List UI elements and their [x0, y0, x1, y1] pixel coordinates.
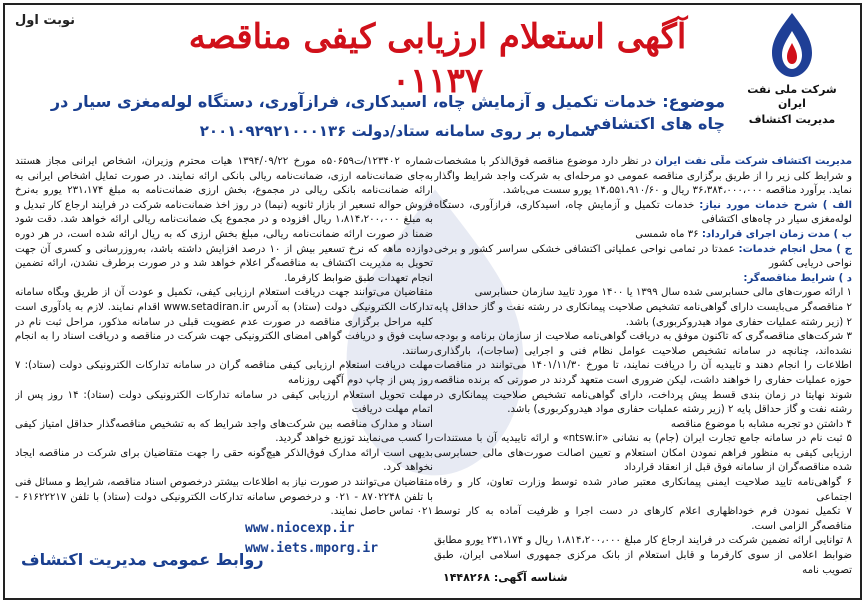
round-label: نوبت اول: [15, 13, 76, 28]
logo-company-name: شرکت ملی نفت ایران: [747, 83, 837, 110]
paragraph: متقاضیان می‌توانند جهت دریافت استعلام ارزیابی کیفی، تکمیل و عودت آن از طریق وبگاه سامانه تدارکات الکترونیکی دولت (ستاد) به آدرس www.setadiran.ir اقدام نمایند. لازم به یادآوری است کلیه مراحل برگزاری مناقصه در صورت عدم عضویت قبلی در سامانه مذکور، مراحل ثبت نام در سایت فوق و دریافت گواهی امضای الکترونیکی جهت شرکت در مناقصه و دریافت اسناد را به انجام رسانند.: [15, 287, 433, 357]
link-iets[interactable]: www.iets.mporg.ir: [245, 541, 379, 556]
intro-text: در نظر دارد موضوع مناقصه فوق‌الذکر با مشخصات و شرایط کلی زیر را از طریق برگزاری مناقصه عمومی دو مرحله‌ای به شرکت واجد شرایط واگذار نماید. برآورد مناقصه ۳۶،۳۸۴،۰۰۰،۰۰۰ ریال و ۱۴،۵۵۱،۹۱۰/۶۰ یورو سست می‌باشد.: [434, 156, 852, 197]
subject-line: موضوع: خدمات تکمیل و آزمایش چاه، اسیدکاری، فرازآوری، دستگاه لوله‌مغزی سیار در چاه های اکتشافی: [50, 92, 725, 133]
registration-number: شماره بر روی سامانه ستاد/دولت ۲۰۰۱۰۹۲۹۲۱۰۰۰۱۳۶: [199, 122, 596, 140]
list-item: ۴ داشتن دو تجربه مشابه با موضوع مناقصه: [670, 418, 852, 430]
list-item: ۲ مناقصه‌گر می‌بایست دارای گواهی‌نامه تشخیص صلاحیت پیمانکاری در رشته نفت و گاز حداقل پایه ۲ (زیر رشته عملیات حفاری مواد هیدروکربوری) باشد.: [434, 301, 852, 328]
list-item: ۷ تکمیل نمودن فرم خوداظهاری اعلام کارهای در دست اجرا و ظرفیت آماده به کار توسط مناقصه‌گر الزامی است.: [434, 506, 852, 532]
tender-announcement: [3, 3, 862, 600]
nioc-flame-logo-icon: [760, 11, 824, 81]
company-logo: [732, 11, 852, 127]
list-item: ۸ توانایی ارائه تضمین شرکت در فرایند ارجاع کار مبلغ ۱،۸۱۴،۲۰۰،۰۰۰ ریال و ۲۳۱،۱۷۴ یورو مطابق ضوابط اعلامی از سوی کارفرما و قابل استعلام از بانک مرکزی جمهوری اسلامی ایران، طبق تصویب نامه: [434, 535, 852, 576]
section-b-text: ۳۶ ماه شمسی: [635, 228, 699, 240]
section-c: [434, 243, 852, 272]
list-item: ۵ ثبت نام در سامانه جامع تجارت ایران (جام) به نشانی «ntsw.ir» و ارائه تاییدیه آن با مستندات ارزیابی کیفی به منظور فراهم نمودن امکان استعلام و تعیین اصالت صورت‌های مالی حسابرسی شده مناقصه‌گران از سامانه فوق قبل از انعقاد قرارداد: [434, 433, 852, 474]
list-item: ۳ شرکت‌های مناقصه‌گری که تاکنون موفق به دریافت گواهی‌نامه صلاحیت از سازمان برنامه و بودجه نشده‌اند، چنانچه در سامانه تشخیص صلاحیت عوامل نظام فنی و اجرایی (ساجات)، بارگذاری اطلاعات را انجام دهند و تاییدیه آن را دریافت نمایند، تا مورخ ۱۴۰۱/۱۱/۳۰ می‌توانند در مناقصات حوزه عملیات حفاری را خواهند داشت، لیکن ضروری است متعهد گردند در صورتی که برنده مناقصه شوند نهایتا در زمان بندی قسط پیش پرداخت، دارای گواهی‌نامه تشخیص صلاحیت پیمانکاری در رشته نفت و گاز حداقل پایه ۲ (زیر رشته عملیات حفاری مواد هیدروکربوری) باشد.: [434, 331, 852, 416]
section-b: [434, 228, 852, 243]
paragraph: مهلت تحویل استعلام ارزیابی کیفی در سامانه تدارکات الکترونیکی دولت (ستاد): ۱۴ روز پس از اتمام مهلت دریافت: [15, 389, 433, 416]
paragraph: متقاضیان می‌توانند در صورت نیاز به اطلاعات بیشتر درخصوص اسناد مناقصه، شرایط و مسائل فنی با تلفن ۸۷۰۲۲۴۸ - ۰۲۱ و درخصوص سامانه تدارکات الکترونیکی دولت (ستاد) با تلفن ۶۱۶۲۲۲۱۷ - ۰۲۱ تماس حاصل نمایند.: [15, 477, 433, 518]
ad-id-label: شناسه آگهی:: [493, 571, 568, 584]
ad-id-value: ۱۴۴۸۲۶۸: [443, 571, 490, 584]
intro-label: مدیریت اکتشاف شرکت ملّی نفت ایران: [654, 156, 852, 167]
ad-id: [443, 571, 568, 584]
section-c-label: ج ) محل انجام خدمات:: [738, 243, 852, 255]
section-b-label: ب ) مدت زمان اجرای قرارداد:: [701, 228, 852, 240]
right-column: [434, 155, 852, 595]
page-title: آگهی استعلام ارزیابی کیفی مناقصه ۰۱۱۳۷: [188, 17, 687, 101]
list-item: ۱ ارائه صورت‌های مالی حسابرسی شده سال ۱۳۹۹ یا ۱۴۰۰ مورد تایید سازمان حسابرسی: [474, 287, 852, 299]
public-relations-signature: روابط عمومی مدیریت اکتشاف: [21, 550, 264, 569]
paragraph: بدیهی است ارائه مدارک فوق‌الذکر هیچ‌گونه حقی را جهت متقاضیان برای شرکت در مناقصه ایجاد نخواهد کرد.: [15, 447, 433, 474]
website-links: [245, 519, 425, 559]
intro-paragraph: [434, 155, 852, 199]
section-a-text: خدمات تکمیل و آزمایش چاه، اسیدکاری، فرازآوری، دستگاه لوله‌مغزی سیار در چاه‌های اکتشافی: [434, 199, 852, 226]
section-a-label: الف ) شرح خدمات مورد نیاز:: [699, 199, 852, 211]
logo-division-name: مدیریت اکتشاف: [748, 113, 836, 126]
link-niocexp[interactable]: www.niocexp.ir: [245, 521, 355, 536]
paragraph: مهلت دریافت استعلام ارزیابی کیفی مناقصه گران در سامانه تدارکات الکترونیکی دولت (ستاد): ۷ روز پس از چاپ دوم آگهی روزنامه: [15, 360, 433, 386]
paragraph: شماره ۱۲۳۴۰۲/ت۵۰۶۵۹ه مورخ ۱۳۹۴/۰۹/۲۲ هیات محترم وزیران، اشخاص ایرانی مجاز هستند به‌جای ضمانت‌نامه ارزی، ضمانت‌نامه ریالی بانکی ارائه نمایند. در صورت تمایل اشخاص ایرانی به ارائه ضمانت‌نامه بانکی ریالی در مجموع، بخش ارزی ضمانت‌نامه به مبلغ ۲۳۱،۱۷۴ یورو به‌نرخ فروش حواله تسعیر از بازار ثانویه (نیما) در روز اخذ ضمانت‌نامه شرکت در فرایند ارجاع کار تبدیل و به مبلغ ۱،۸۱۴،۲۰۰،۰۰۰ ریال افزوده و در مجموع یک ضمانت‌نامه ریالی ارائه خواهد شد. دقت شود ضمنا در صورت ارائه ضمانت‌نامه ریالی، مبلغ بخش ارزی که به ریال ارائه شده است، در هر دوره دوازده ماهه که نرخ تسعیر بیش از ۱۰ درصد افزایش داشته باشد، به‌روزرسانی و کسری آن جهت تحویل به مدیریت اکتشاف به مناقصه‌گر اعلام خواهد شد و در صورت برطرف نشدن، ارائه تضمین انجام تعهدات طبق ضوابط کارفرما.: [15, 156, 433, 284]
paragraph: اسناد و مدارک مناقصه بین شرکت‌های واجد شرایط که به تشخیص مناقصه‌گذار حداقل امتیاز کیفی را کسب می‌نمایند توزیع خواهد گردید.: [15, 418, 433, 445]
section-d-label: د ) شرایط مناقصه‌گر:: [743, 272, 852, 284]
list-item: ۶ گواهی‌نامه تایید صلاحیت ایمنی پیمانکاری معتبر صادر شده توسط وزارت تعاون، کار و رفاه اجتماعی: [434, 477, 852, 503]
section-c-text: عمدتا در تمامی نواحی عملیاتی اکتشافی خشکی سراسر کشور و برخی نواحی دریایی کشور: [434, 243, 852, 270]
section-a: [434, 199, 852, 228]
